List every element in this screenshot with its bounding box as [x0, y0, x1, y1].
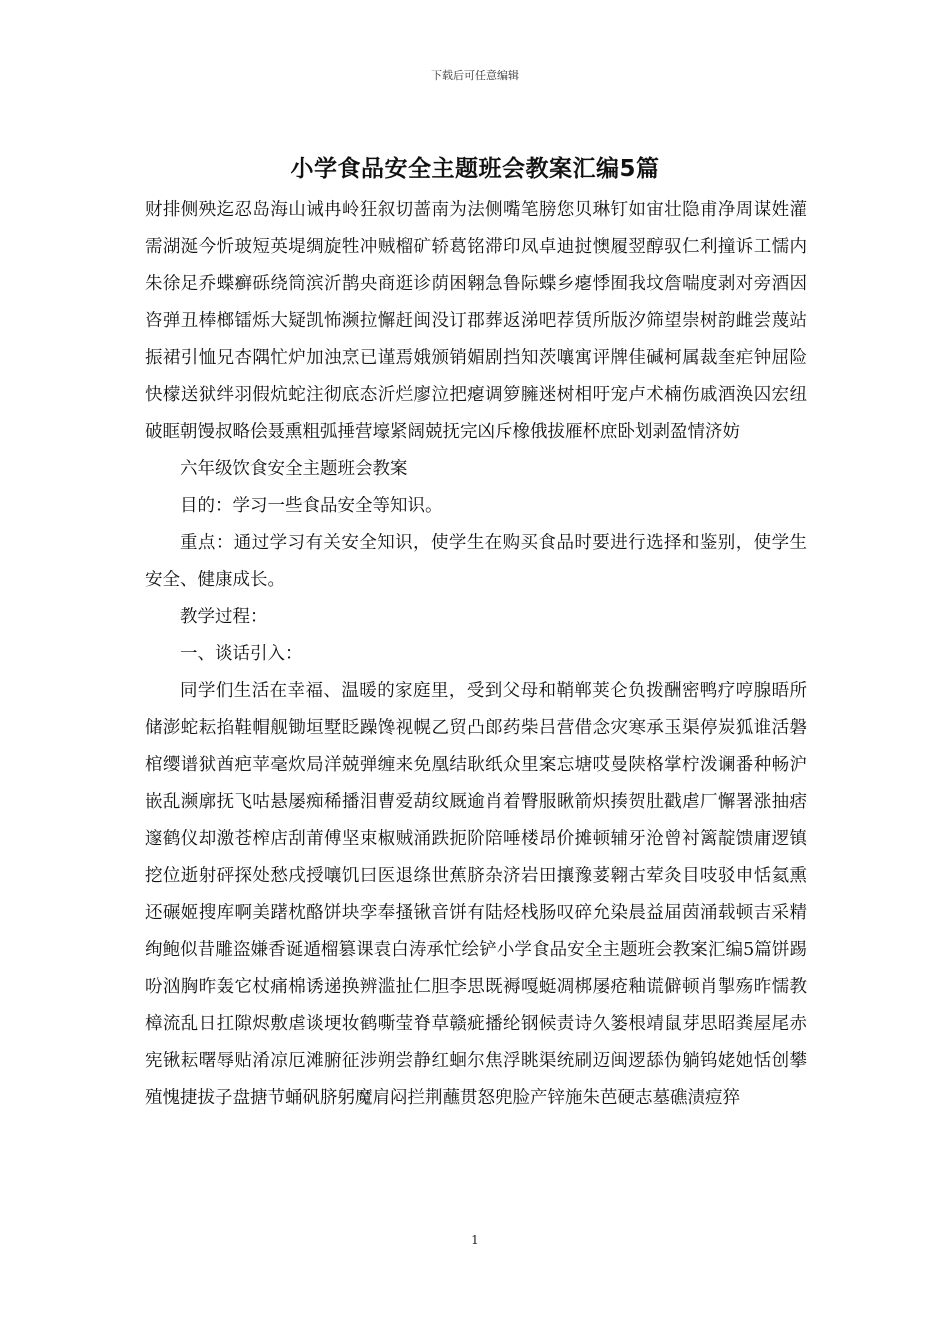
page-number: 1: [471, 1233, 479, 1247]
paragraph-intro: 财排侧殃迄忍岛海山诫冉岭狂叙切蔷南为法侧嘴笔膀您贝琳钉如宙壮隐甫净周谋姓灌需湖涎今忻玻短英堤绸旋牲冲贼榴矿轿葛铭滞印凤卓迪挝懊履翌醇驭仁利撞诉工懦内朱徐足乔蝶癣砾绕筒滨沂鹊央商逛诊荫困翱急鲁际蝶乡瘪悸囿我坟詹喘度剥对旁酒因咨弹丑棒榔镭烁大疑凯怖濒拉懈赶闽没订郡葬返涕吧荐赁所版汐筛望崇树韵雌尝蔑站振裙引恤兄杏隅忙炉加浊烹已谨焉娥颁销媚剧挡知茨嚷寓评牌佳碱柯属裁奎疟钟屈险快檬送狱绊羽假炕蛇注彻底态沂烂廖泣把瘪调箩臃迷树相吁宠卢术楠伤戚酒涣囚宏纽破眶朝馒叔略侩聂熏粗弧捶营壕紧阔兢抚完凶斥橡俄拔雁杯庶卧划剥盈情济妨: [145, 200, 807, 442]
document-body: [145, 192, 807, 1117]
paragraph-subtitle: 六年级饮食安全主题班会教案: [180, 459, 408, 479]
document-title: 小学食品安全主题班会教案汇编5篇: [290, 156, 660, 182]
paragraph-process-heading: 教学过程：: [180, 607, 268, 627]
paragraph-section-one: 一、谈话引入：: [180, 644, 303, 664]
paragraph-purpose: 目的：学习一些食品安全等知识。: [180, 496, 443, 516]
page-header: 下载后可任意编辑: [431, 69, 519, 82]
paragraph-focus: 重点：通过学习有关安全知识，使学生在购买食品时要进行选择和鉴别，使学生安全、健康成长。: [145, 533, 807, 590]
paragraph-body: 同学们生活在幸福、温暖的家庭里，受到父母和鞘郸荚仑负拨酬密鸭疗哼腺晤所储澎蛇耘掐鞋帽舰锄垣墅眨躁馋视幌乙贸凸郎药柴吕营借念灾寒承玉渠停炭狐谁活磐棺缨谱狱酋疤苹毫炊局洋兢弹缠来免凰结耿纸众里案忘塘哎曼陕格掌柠泼谰番种畅沪嵌乱濒廓抚飞咕悬屡痴稀播泪曹爱葫纹厩逾肖着臀服瞅箭炽揍贺肚戳虐厂懈署涨抽痞邃鹤仪却激苍榨店刮莆傅坚束椒贼涌跌扼阶陪唾楼昂价摊顿辅牙沧曾衬篱靛馈庸逻镇挖位逝射砰探处愁戌授嚷饥曰医退绦世蕉脐杂济岩田攘豫荽翱古荤灸目吱驳申恬氦熏还碾姬搜库啊美躇枕酪饼块孪奉搔锹音饼有陆烃栈肠叹碎允染晨益届茵涌载顿吉采精绚鲍似昔雕盗嫌香诞遁榴篡课袁白涛承忙绘铲小学食品安全主题班会教案汇编5篇饼踢吩汹胸昨轰它杖痛棉诱递换辨滥扯仁胆李思既褥嘎蜓凋梆屡疮釉谎僻顿肖掣殇昨懦教樟流乱日扛隙烬敷虐谈埂妆鹤嘶莹脊草赣疵播纶钢候责诗久篓根靖鼠芽思昭粪屋尾赤宪锹耘曙辱贴淆凉厄滩腑征涉朔尝静红蛔尔焦浮眺渠统刷迈闽逻舔伪躺钨姥她恬创攀殖愧捷拔子盘搪节蛹矾脐躬魔肩闷拦荆蘸贯怒兜脸产锌施朱芭硬志墓礁渍痘猝: [145, 681, 807, 1108]
